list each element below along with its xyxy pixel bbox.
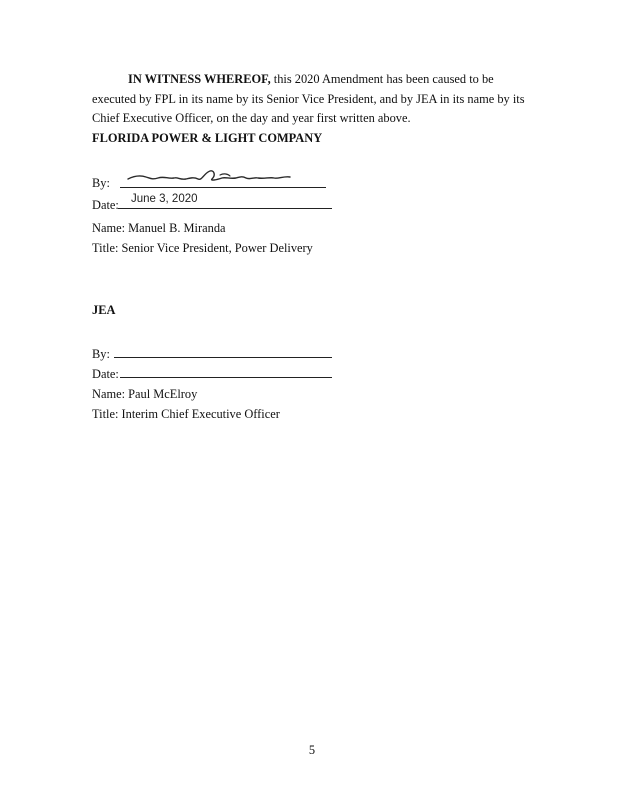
- witness-text-line-1: this 2020 Amendment has been caused to be: [270, 72, 494, 86]
- jea-by-signature-line: [114, 357, 332, 358]
- jea-by-label: By:: [92, 347, 110, 361]
- fpl-date-label: Date:: [92, 198, 119, 212]
- fpl-signer-name: Name: Manuel B. Miranda: [92, 221, 226, 235]
- witness-text-line-3: Chief Executive Officer, on the day and year first written above.: [92, 111, 411, 125]
- jea-signer-name: Name: Paul McElroy: [92, 387, 198, 401]
- fpl-signer-title: Title: Senior Vice President, Power Delivery: [92, 241, 313, 255]
- witness-lead: IN WITNESS WHEREOF,: [128, 72, 271, 86]
- witness-paragraph: [92, 70, 532, 129]
- fpl-date-value: June 3, 2020: [131, 193, 198, 205]
- jea-date-label: Date:: [92, 367, 119, 381]
- fpl-by-signature-line: [120, 187, 326, 188]
- jea-signer-title: Title: Interim Chief Executive Officer: [92, 407, 280, 421]
- fpl-by-label: By:: [92, 176, 110, 190]
- witness-text-line-2: executed by FPL in its name by its Senior Vice President, and by JEA in its name by its: [92, 91, 525, 106]
- handwritten-signature: [124, 167, 334, 187]
- jea-date-line: [120, 377, 332, 378]
- page-number: 5: [308, 743, 316, 757]
- fpl-date-line: [118, 208, 332, 209]
- fpl-company-heading: FLORIDA POWER & LIGHT COMPANY: [92, 131, 323, 145]
- jea-company-heading: JEA: [92, 303, 116, 317]
